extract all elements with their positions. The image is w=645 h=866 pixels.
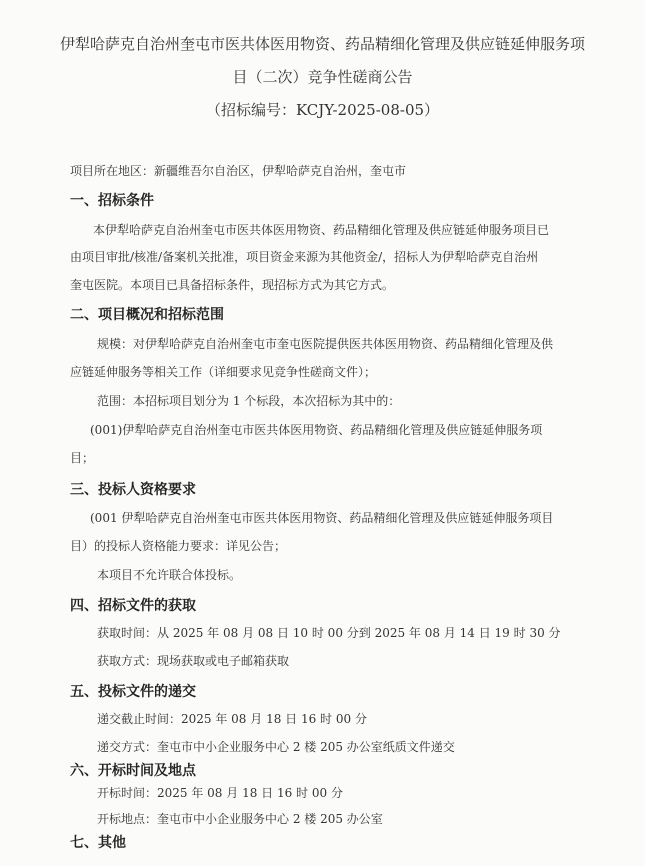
- section-3-qualification-line-2: 目）的投标人资格能力要求：详见公告；: [70, 539, 287, 553]
- section-6-open-place: 开标地点：奎屯市中小企业服务中心 2 楼 205 办公室: [97, 812, 383, 826]
- section-2-heading: 二、项目概况和招标范围: [70, 307, 224, 323]
- section-1-para-line-1: 本伊犁哈萨克自治州奎屯市医共体医用物资、药品精细化管理及供应链延伸服务项目已: [93, 223, 550, 237]
- section-4-heading: 四、招标文件的获取: [70, 598, 196, 614]
- section-6-heading: 六、开标时间及地点: [70, 763, 196, 779]
- title-line-2: 目（二次）竞争性磋商公告: [232, 68, 413, 86]
- section-3-qualification-line-1: (001 伊犁哈萨克自治州奎屯市医共体医用物资、药品精细化管理及供应链延伸服务项目: [90, 511, 554, 525]
- section-2-scope: 范围：本招标项目划分为 1 个标段，本次招标为其中的：: [97, 394, 401, 408]
- project-location: 项目所在地区：新疆维吾尔自治区，伊犁哈萨克自治州，奎屯市: [70, 164, 407, 178]
- section-5-submit-method: 递交方式：奎屯市中小企业服务中心 2 楼 205 办公室纸质文件递交: [97, 740, 455, 754]
- section-4-acquire-time: 获取时间：从 2025 年 08 月 08 日 10 时 00 分到 2025 年 08 月 14 日 19 时 30 分: [97, 626, 561, 640]
- section-7-heading: 七、其他: [70, 835, 126, 851]
- section-4-acquire-method: 获取方式：现场获取或电子邮箱获取: [97, 654, 290, 668]
- section-2-lot-line-2: 目；: [70, 451, 95, 465]
- document-title: [40, 28, 605, 127]
- section-3-consortium: 本项目不允许联合体投标。: [97, 568, 242, 582]
- section-2-scale-line-1: 规模：对伊犁哈萨克自治州奎屯市奎屯医院提供医共体医用物资、药品精细化管理及供: [97, 337, 554, 351]
- section-2-scale-line-2: 应链延伸服务等相关工作（详细要求见竞争性磋商文件）；: [70, 365, 377, 379]
- section-3-heading: 三、投标人资格要求: [70, 482, 196, 498]
- section-1-para-line-2: 由项目审批/核准/备案机关批准，项目资金来源为其他资金/，招标人为伊犁哈萨克自治州: [70, 250, 539, 264]
- tender-number: （招标编号：KCJY-2025-08-05）: [205, 101, 440, 119]
- section-5-deadline: 递交截止时间：2025 年 08 月 18 日 16 时 00 分: [97, 712, 367, 726]
- section-1-heading: 一、招标条件: [70, 193, 154, 209]
- section-2-lot-line-1: (001)伊犁哈萨克自治州奎屯市医共体医用物资、药品精细化管理及供应链延伸服务项: [90, 423, 543, 437]
- section-6-open-time: 开标时间：2025 年 08 月 18 日 16 时 00 分: [97, 786, 343, 800]
- section-1-para-line-3: 奎屯医院。本项目已具备招标条件，现招标方式为其它方式。: [70, 278, 395, 292]
- section-5-heading: 五、投标文件的递交: [70, 684, 196, 700]
- title-line-1: 伊犁哈萨克自治州奎屯市医共体医用物资、药品精细化管理及供应链延伸服务项: [59, 35, 585, 53]
